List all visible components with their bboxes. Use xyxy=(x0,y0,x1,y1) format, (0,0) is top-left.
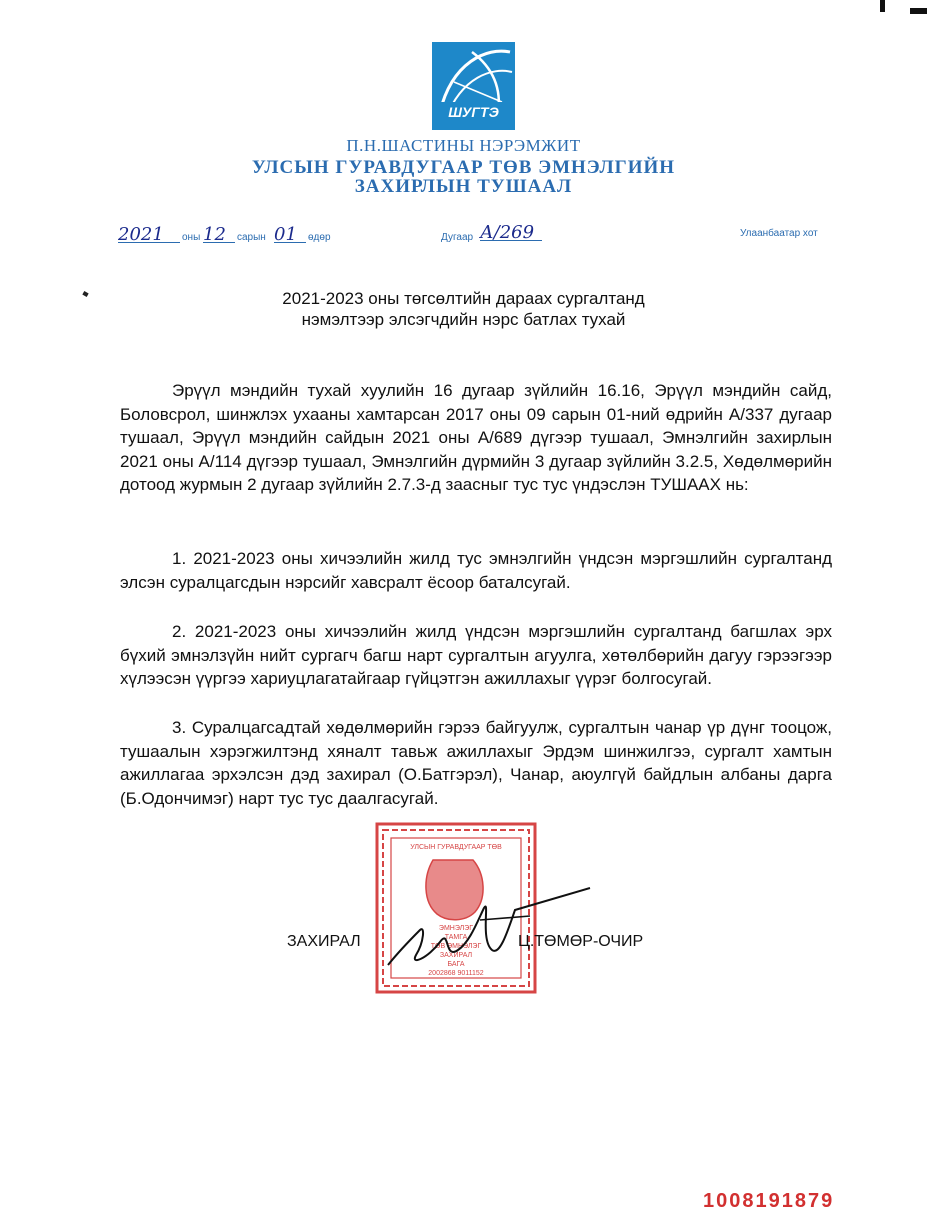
logo-text: ШУГТЭ xyxy=(448,104,499,120)
year-field xyxy=(118,224,180,243)
number-label: Дугаар xyxy=(441,232,474,243)
scan-mark-right xyxy=(910,8,927,14)
month-field xyxy=(203,224,235,243)
stamp-line-2: ЭМНЭЛЭГ xyxy=(438,925,474,932)
hospital-logo xyxy=(432,42,515,130)
order-item-2-text: 2. 2021-2023 оны хичээлийн жилд үндсэн мэргэшлийн сургалтанд багшлах эрх бүхий эмнэлзүйн нийт сургагч багш нарт сургалтын агуулга, хөтөлбөрийн дагуу гэрээгээр хүлээсэн үүргээ хариуцлагатайгаар гүйцэтгэн ажиллахыг үүрэг болгосугай. xyxy=(120,622,832,688)
title-line-2: нэмэлтээр элсэгчдийн нэрс батлах тухай xyxy=(301,310,626,329)
signatory-name: Ц.ТӨМӨР-ОЧИР xyxy=(518,933,644,950)
number-field xyxy=(480,222,542,241)
stamp-line-6: БАГА xyxy=(447,961,465,968)
header-line-3: ЗАХИРЛЫН ТУШААЛ xyxy=(354,176,573,197)
day-value: 01 xyxy=(274,224,297,245)
stamp-line-4: ТӨВ ЭМНЭЛЭГ xyxy=(430,943,482,950)
header-line-2: УЛСЫН ГУРАВДУГААР ТӨВ ЭМНЭЛГИЙН xyxy=(251,157,676,178)
scan-mark-top xyxy=(880,0,885,12)
number-value: А/269 xyxy=(480,222,535,243)
handwritten-signature xyxy=(380,880,600,980)
order-item-3-text: 3. Суралцагсадтай хөдөлмөрийн гэрээ байгуулж, сургалтын чанар үр дүнг тооцож, тушаалын хэрэгжилтэнд хяналт тавьж ажиллахыг Эрдэм шинжилгээ, сургалт хамтын ажиллагаа эрхэлсэн дэд захирал (О.Батгэрэл), Чанар, аюулгүй байдлын албаны дарга (Б.Одончимэг) нарт тус тус даалгасугай. xyxy=(120,718,832,808)
city-label: Улаанбаатар хот xyxy=(740,228,818,239)
month-suffix: сарын xyxy=(237,232,266,243)
document-serial-number: 1008191879 xyxy=(703,1190,835,1212)
stamp-line-1: УЛСЫН ГУРАВДУГААР ТӨВ xyxy=(410,844,502,851)
stamp-line-5: ЗАХИРАЛ xyxy=(439,952,473,959)
header-line-1: П.Н.ШАСТИНЫ НЭРЭМЖИТ xyxy=(346,136,581,155)
title-line-1: 2021-2023 оны төгсөлтийн дараах сургалтанд xyxy=(282,289,645,308)
day-field xyxy=(274,224,306,243)
stamp-line-7: 2002868 9011152 xyxy=(428,970,484,977)
order-item-1-text: 1. 2021-2023 оны хичээлийн жилд тус эмнэлгийн үндсэн мэргэшлийн сургалтанд элсэн суралцагсдын нэрсийг хавсралт ёсоор баталсугай. xyxy=(120,549,832,592)
signatory-position: ЗАХИРАЛ xyxy=(287,933,361,950)
preamble-text: Эрүүл мэндийн тухай хуулийн 16 дугаар зүйлийн 16.16, Эрүүл мэндийн сайд, Боловсрол, шинжлэх ухааны хамтарсан 2017 оны 09 сарын 01-ний өдрийн А/337 дугаар тушаал, Эрүүл мэндийн сайдын 2021 оны А/689 дүгээр тушаал, Эмнэлгийн захирлын 2021 оны А/114 дүгээр тушаал, Эмнэлгийн дүрмийн 3 дугаар зүйлийн 3.2.5, Хөдөлмөрийн дотоод журмын 2 дугаар зүйлийн 2.7.3-д заасныг тус тус үндэслэн ТУШААХ нь: xyxy=(120,381,832,494)
year-suffix: оны xyxy=(182,232,201,243)
order-item-3 xyxy=(120,716,832,810)
order-item-2 xyxy=(120,620,832,691)
stamp-line-3: ТАМГА xyxy=(444,934,468,941)
order-item-1 xyxy=(120,547,832,594)
month-value: 12 xyxy=(203,224,226,245)
preamble-paragraph xyxy=(120,379,832,497)
day-suffix: өдөр xyxy=(308,232,331,243)
year-value: 2021 xyxy=(118,224,164,245)
